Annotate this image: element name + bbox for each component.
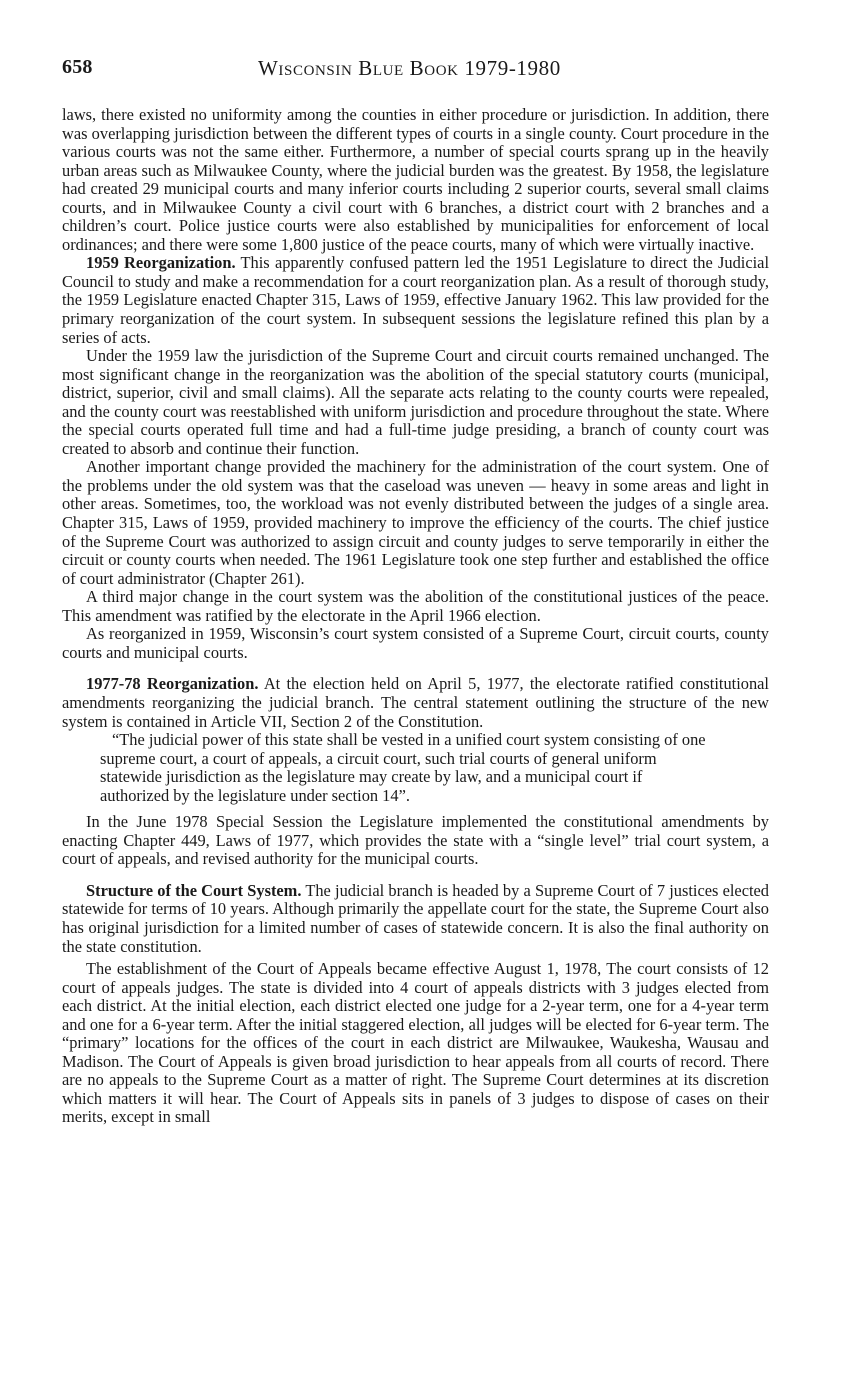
paragraph-text: The judicial branch is headed by a Supreme Court of 7 justices elected statewide for terms of 10 years. Although primarily the appellate court for the state, the Supreme Court also has original jurisdiction for a limited number of cases of statewide concern. It is also the final authority on the state constitution. bbox=[62, 880, 770, 956]
constitution-quote bbox=[100, 731, 707, 805]
paragraph-1959-reorganization bbox=[62, 254, 769, 347]
body-text bbox=[62, 106, 769, 1127]
paragraph-1977-78-reorganization bbox=[62, 675, 769, 731]
paragraph-text: In the June 1978 Special Session the Legislature implemented the constitutional amendments by enacting Chapter 449, Laws of 1977, which provides the state with a “single level” trial court system, a court of appeals, and revised authority for the municipal courts. bbox=[62, 812, 769, 869]
section-heading-structure: Structure of the Court System. bbox=[86, 880, 302, 900]
running-title: Wisconsin Blue Book 1979-1980 bbox=[258, 56, 561, 80]
paragraph-text: This apparently confused pattern led the 1951 Legislature to direct the Judicial Council to study and make a recommendation for a court reorganization plan. As a result of thorough study, the 1959 Legislature enacted Chapter 315, Laws of 1959, effective January 1962. This law provided for the primary reorganization of the court system. In subsequent sessions the legislature refined this plan by a series of acts. bbox=[62, 253, 769, 347]
page-number: 658 bbox=[62, 56, 93, 78]
paragraph-text: laws, there existed no uniformity among the counties in either procedure or jurisdiction. In addition, there was overlapping jurisdiction between the different types of courts in a single county. Court procedure in the various courts was not the same either. Furthermore, a number of special courts sprang up in the heavily urban areas such as Milwaukee County, where the judicial burden was the greatest. By 1958, the legislature had created 29 municipal courts and many inferior courts including 2 superior courts, several small claims courts, and in Milwaukee County a civil court with 6 branches, a district court with 2 branches and a children’s court. Police justice courts were also established by municipalities for enforcement of local ordinances; and there were some 1,800 justice of the peace courts, many of which were virtually inactive. bbox=[62, 105, 769, 254]
paragraph-text: As reorganized in 1959, Wisconsin’s court system consisted of a Supreme Court, circuit courts, county courts and municipal courts. bbox=[62, 624, 769, 662]
paragraph-administration bbox=[62, 458, 769, 588]
section-heading-1959-reorganization: 1959 Reorganization. bbox=[86, 253, 236, 273]
page-header bbox=[62, 56, 778, 86]
paragraph-1959-law bbox=[62, 347, 769, 458]
paragraph-reorganized-1959 bbox=[62, 625, 769, 662]
paragraph-court-of-appeals bbox=[62, 960, 769, 1127]
paragraph-text: A third major change in the court system was the abolition of the constitutional justices of the peace. This amendment was ratified by the electorate in the April 1966 election. bbox=[62, 587, 769, 625]
paragraph-text: Another important change provided the machinery for the administration of the court system. One of the problems under the old system was that the caseload was uneven — heavy in some areas and light in other areas. Sometimes, too, the workload was not evenly distributed between the judges of a single area. Chapter 315, Laws of 1959, provided machinery to improve the efficiency of the courts. The chief justice of the Supreme Court was authorized to assign circuit and county judges to serve temporarily in either the circuit or county courts when needed. The 1961 Legislature took one step further and established the office of court administrator (Chapter 261). bbox=[62, 457, 769, 588]
paragraph-structure bbox=[62, 882, 769, 956]
paragraph-continued bbox=[62, 106, 769, 254]
section-heading-1977-78-reorganization: 1977-78 Reorganization. bbox=[86, 674, 259, 694]
paragraph-text: At the election held on April 5, 1977, the electorate ratified constitutional amendments reorganizing the judicial branch. The central statement outlining the structure of the new system is contained in Article VII, Section 2 of the Constitution. bbox=[62, 674, 769, 731]
paragraph-special-session bbox=[62, 813, 769, 869]
quote-text: “The judicial power of this state shall be vested in a unified court system consisting of one supreme court, a court of appeals, a circuit court, such trial courts of general uniform statewide jurisdiction as the legislature may create by law, and a municipal court if authorized by the legislature under section 14”. bbox=[100, 730, 706, 805]
paragraph-text: The establishment of the Court of Appeals became effective August 1, 1978, The court consists of 12 court of appeals judges. The state is divided into 4 court of appeals districts with 3 judges elected from each district. At the initial election, each district elected one judge for a 2-year term, one for a 4-year term and one for a 6-year term. After the initial staggered election, all judges will be elected for 6-year term. The “primary” locations for the offices of the court in each district are Milwaukee, Waukesha, Wausau and Madison. The Court of Appeals is given broad jurisdiction to hear appeals from all courts of record. There are no appeals to the Supreme Court as a matter of right. The Supreme Court determines at its discretion which matters it will hear. The Court of Appeals sits in panels of 3 judges to dispose of cases on their merits, except in small bbox=[62, 959, 769, 1127]
paragraph-justices-of-peace bbox=[62, 588, 769, 625]
paragraph-text: Under the 1959 law the jurisdiction of the Supreme Court and circuit courts remained unchanged. The most significant change in the reorganization was the abolition of the special statutory courts (municipal, district, superior, civil and small claims). All the separate acts relating to the county courts were repealed, and the county court was reestablished with uniform jurisdiction and procedure throughout the state. Where the special courts operated full time and had a full-time judge presiding, a branch of county court was created to absorb and continue their function. bbox=[62, 346, 769, 458]
